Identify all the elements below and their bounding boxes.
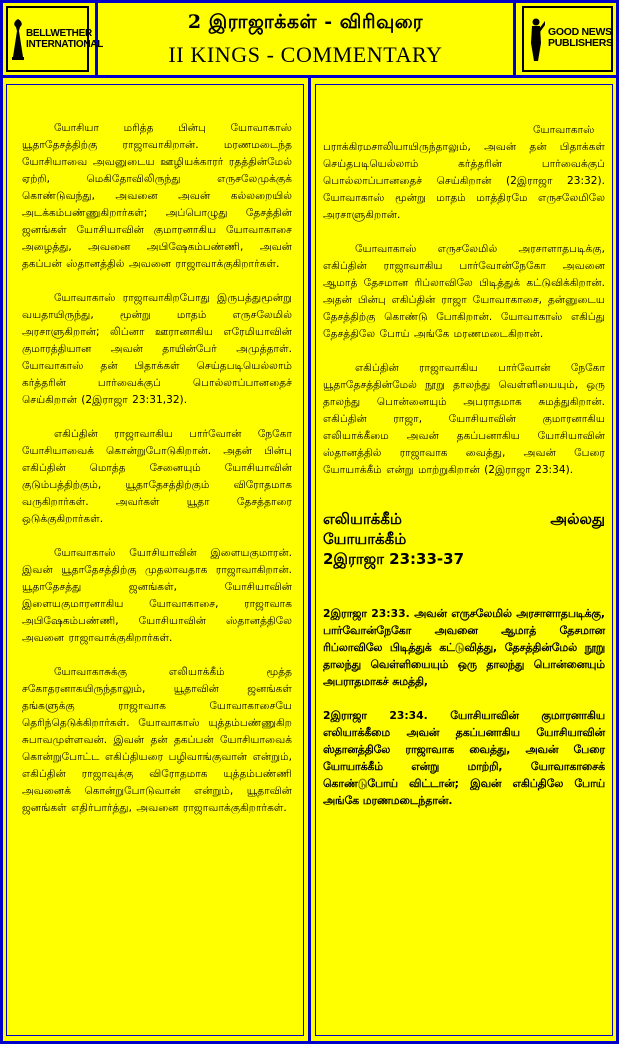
left-paragraph: யோவாகாஸ் யோசியாவின் இளையகுமாரன். இவன் யூதாதேசத்திற்கு முதலாவதாக ராஜாவாகிறான். யூதாதேசத்து ஜனங்கள், யோசியாவின் இளையகுமாரனாகிய யோவாகாசை, ராஜாவாக அபிஷேகம்பண்ணி, யோசியாவின் ஸ்தானத்திலே அவனை ராஜாவாக்குகிறார்கள்.: [22, 547, 292, 644]
good-news-line2: PUBLISHERS: [548, 37, 613, 49]
bellwether-logo: [0, 0, 104, 78]
bellwether-logo-text: [26, 28, 103, 50]
section-heading-line2: யோயாக்கீம்: [323, 530, 407, 548]
page-header: [0, 0, 619, 78]
left-paragraph: யோசியா மரித்த பின்பு யோவாகாஸ் யூதாதேசத்திற்கு ராஜாவாகிறான். மரணமடைந்த யோசியாவை அவனுடைய ஊழியக்காரர் ரதத்தின்மேல் ஏற்றி, மெகிதோவிலிருந்து எருசலேமுக்குக் கொண்டுவந்து, அவனை அவன் கல்லறையில் அடக்கம்பண்ணுகிறார்கள்; அப்பொழுது தேசத்தின் ஜனங்கள் யோசியாவின் குமாரனாகிய யோவாகாசை அழைத்து, அவனை அபிஷேகம்பண்ணி, அவன் தகப்பன் ஸ்தானத்தில் அவனை ராஜாவாக்குகிறார்கள்.: [22, 122, 292, 270]
left-column: [22, 120, 292, 834]
section-heading: [323, 509, 605, 569]
left-paragraph: யோவாகாசுக்கு எலியாக்கீம் மூத்த சகோதரனாகயிருந்தாலும், யூதாவின் ஜனங்கள் தங்களுக்கு ராஜாவாக யோவாகாசையே தெரிந்தெடுக்கிறார்கள். யோவாகாஸ் யுத்தம்பண்ணுகிற சுபாவமுள்ளவன். இவன் தன் தகப்பன் யோசியாவைக் கொன்றுபோட்ட எகிப்தியரை பழிவாங்குவான் என்றும், எகிப்தின் ராஜாவுக்கு விரோதமாக யுத்தம்பண்ணி அவனைக் கொன்றுபோடுவான் என்றும், யூதாவின் ஜனங்கள் எதிர்பார்த்து, அவனை ராஜாவாக்குகிறார்கள்.: [22, 666, 292, 814]
bellwether-ram-icon: [11, 17, 25, 61]
title-area: [98, 0, 513, 78]
right-column: [323, 122, 605, 826]
title-tamil: 2 இராஜாக்கள் - விரிவுரை: [187, 11, 424, 33]
bellwether-line1: BELLWETHER: [26, 28, 92, 39]
herald-trumpet-icon: [527, 17, 545, 63]
good-news-logo-text: [548, 27, 613, 49]
bellwether-line2: INTERNATIONAL: [26, 39, 104, 50]
left-paragraph: யோவாகாஸ் ராஜாவாகிறபோது இருபத்துமூன்று வயதாயிருந்து, மூன்று மாதம் எருசலேமில் அரசாளுகிறான்; லிப்னா ஊரானாகிய எரேமியாவின் குமாரத்தியான அவன் தாயின்பேர் அமுத்தாள். யோவாகாஸ் தன் பிதாக்கள் செய்தபடியெல்லாம் கர்த்தரின் பார்வைக்குப் பொல்லாப்பானதைச் செய்கிறான் (2இராஜா 23:31,32).: [22, 292, 292, 406]
right-paragraph: யோவாகாஸ் எருசலேமில் அரசாளாதபடிக்கு, எகிப்தின் ராஜாவாகிய பார்வோன்நேகோ அவனை ஆமாத் தேசமான ரிப்லாவிலே பிடித்துக் கட்டுவிக்கிறான். அதன் பின்பு எகிப்தின் ராஜா யோவாகாசை, தன்னுடைய தேசத்திற்கு கொண்டு போகிறான். யோவாகாஸ் எகிப்து தேசத்திலே போய் அங்கே மரணமடைகிறான்.: [323, 243, 605, 340]
bellwether-logo-border: [6, 6, 104, 72]
right-paragraph: யோவாகாஸ் பராக்கிரமசாலியாயிருந்தாலும், அவன் தன் பிதாக்கள் செய்தபடியெல்லாம் கர்த்தரின் பார்வைக்குப் பொல்லாப்பானதைச் செய்கிறான் (2இராஜா 23:32). யோவாகாஸ் மூன்று மாதம் மாத்திரமே எருசலேமிலே அரசாளுகிறான்.: [323, 124, 605, 221]
title-english: II KINGS - COMMENTARY: [168, 42, 443, 67]
right-paragraph: எகிப்தின் ராஜாவாகிய பார்வோன் நேகோ யூதாதேசத்தின்மேல் நூறு தாலந்து வெள்ளியையும், ஒரு தாலந்து பொன்னையும் அபராதமாக சுமத்துகிறான். எகிப்தின் ராஜா, யோசியாவின் குமாரனாகிய எலியாக்கீமை அவன் தகப்பனாகிய யோசியாவின் ஸ்தானத்தில் ராஜாவாக வைத்து, அவன் பேரை யோயாக்கீம் என்று மாற்றுகிறான் (2இராஜா 23:34).: [323, 362, 605, 476]
column-divider: [308, 78, 311, 1044]
left-paragraph: எகிப்தின் ராஜாவாகிய பார்வோன் நேகோ யோசியாவைக் கொன்றுபோடுகிறான். அதன் பின்பு எகிப்தின் மொத்த சேனையும் யோசியாவின் குடும்பத்திற்கும், யூதாதேசத்திற்கும் விரோதமாக வருகிறார்கள். அவர்கள் யூதா தேசத்தாரை ஒடுக்குகிறார்கள்.: [22, 428, 292, 525]
section-heading-line1: எலியாக்கீம் அல்லது: [323, 510, 605, 528]
section-heading-reference: 2இராஜா 23:33-37: [323, 550, 465, 568]
verse-text: 2இராஜா 23:33. அவன் எருசலேமில் அரசாளாதபடிக்கு, பார்வோன்நேகோ அவனை ஆமாத் தேசமான ரிப்லாவிலே பிடித்துக் கட்டுவித்து, தேசத்தின்மேல் நூறு தாலந்து வெள்ளியையும் ஒரு தாலந்து பொன்னையும் அபராதமாகச் சுமத்தி,: [323, 607, 605, 688]
verse-text: 2இராஜா 23:34. யோசியாவின் குமாரனாகிய எலியாக்கீமை அவன் தகப்பனாகிய யோசியாவின் ஸ்தானத்திலே ராஜாவாக வைத்து, அவன் பேரை யோயாக்கீம் என்று மாற்றி, யோவாகாசைக் கொண்டுபோய் விட்டான்; இவன் எகிப்திலே போய் அங்கே மரணமடைந்தான்.: [323, 709, 605, 807]
good-news-logo: [513, 0, 619, 78]
good-news-line1: GOOD NEWS: [548, 26, 612, 38]
good-news-logo-border: [522, 6, 613, 72]
